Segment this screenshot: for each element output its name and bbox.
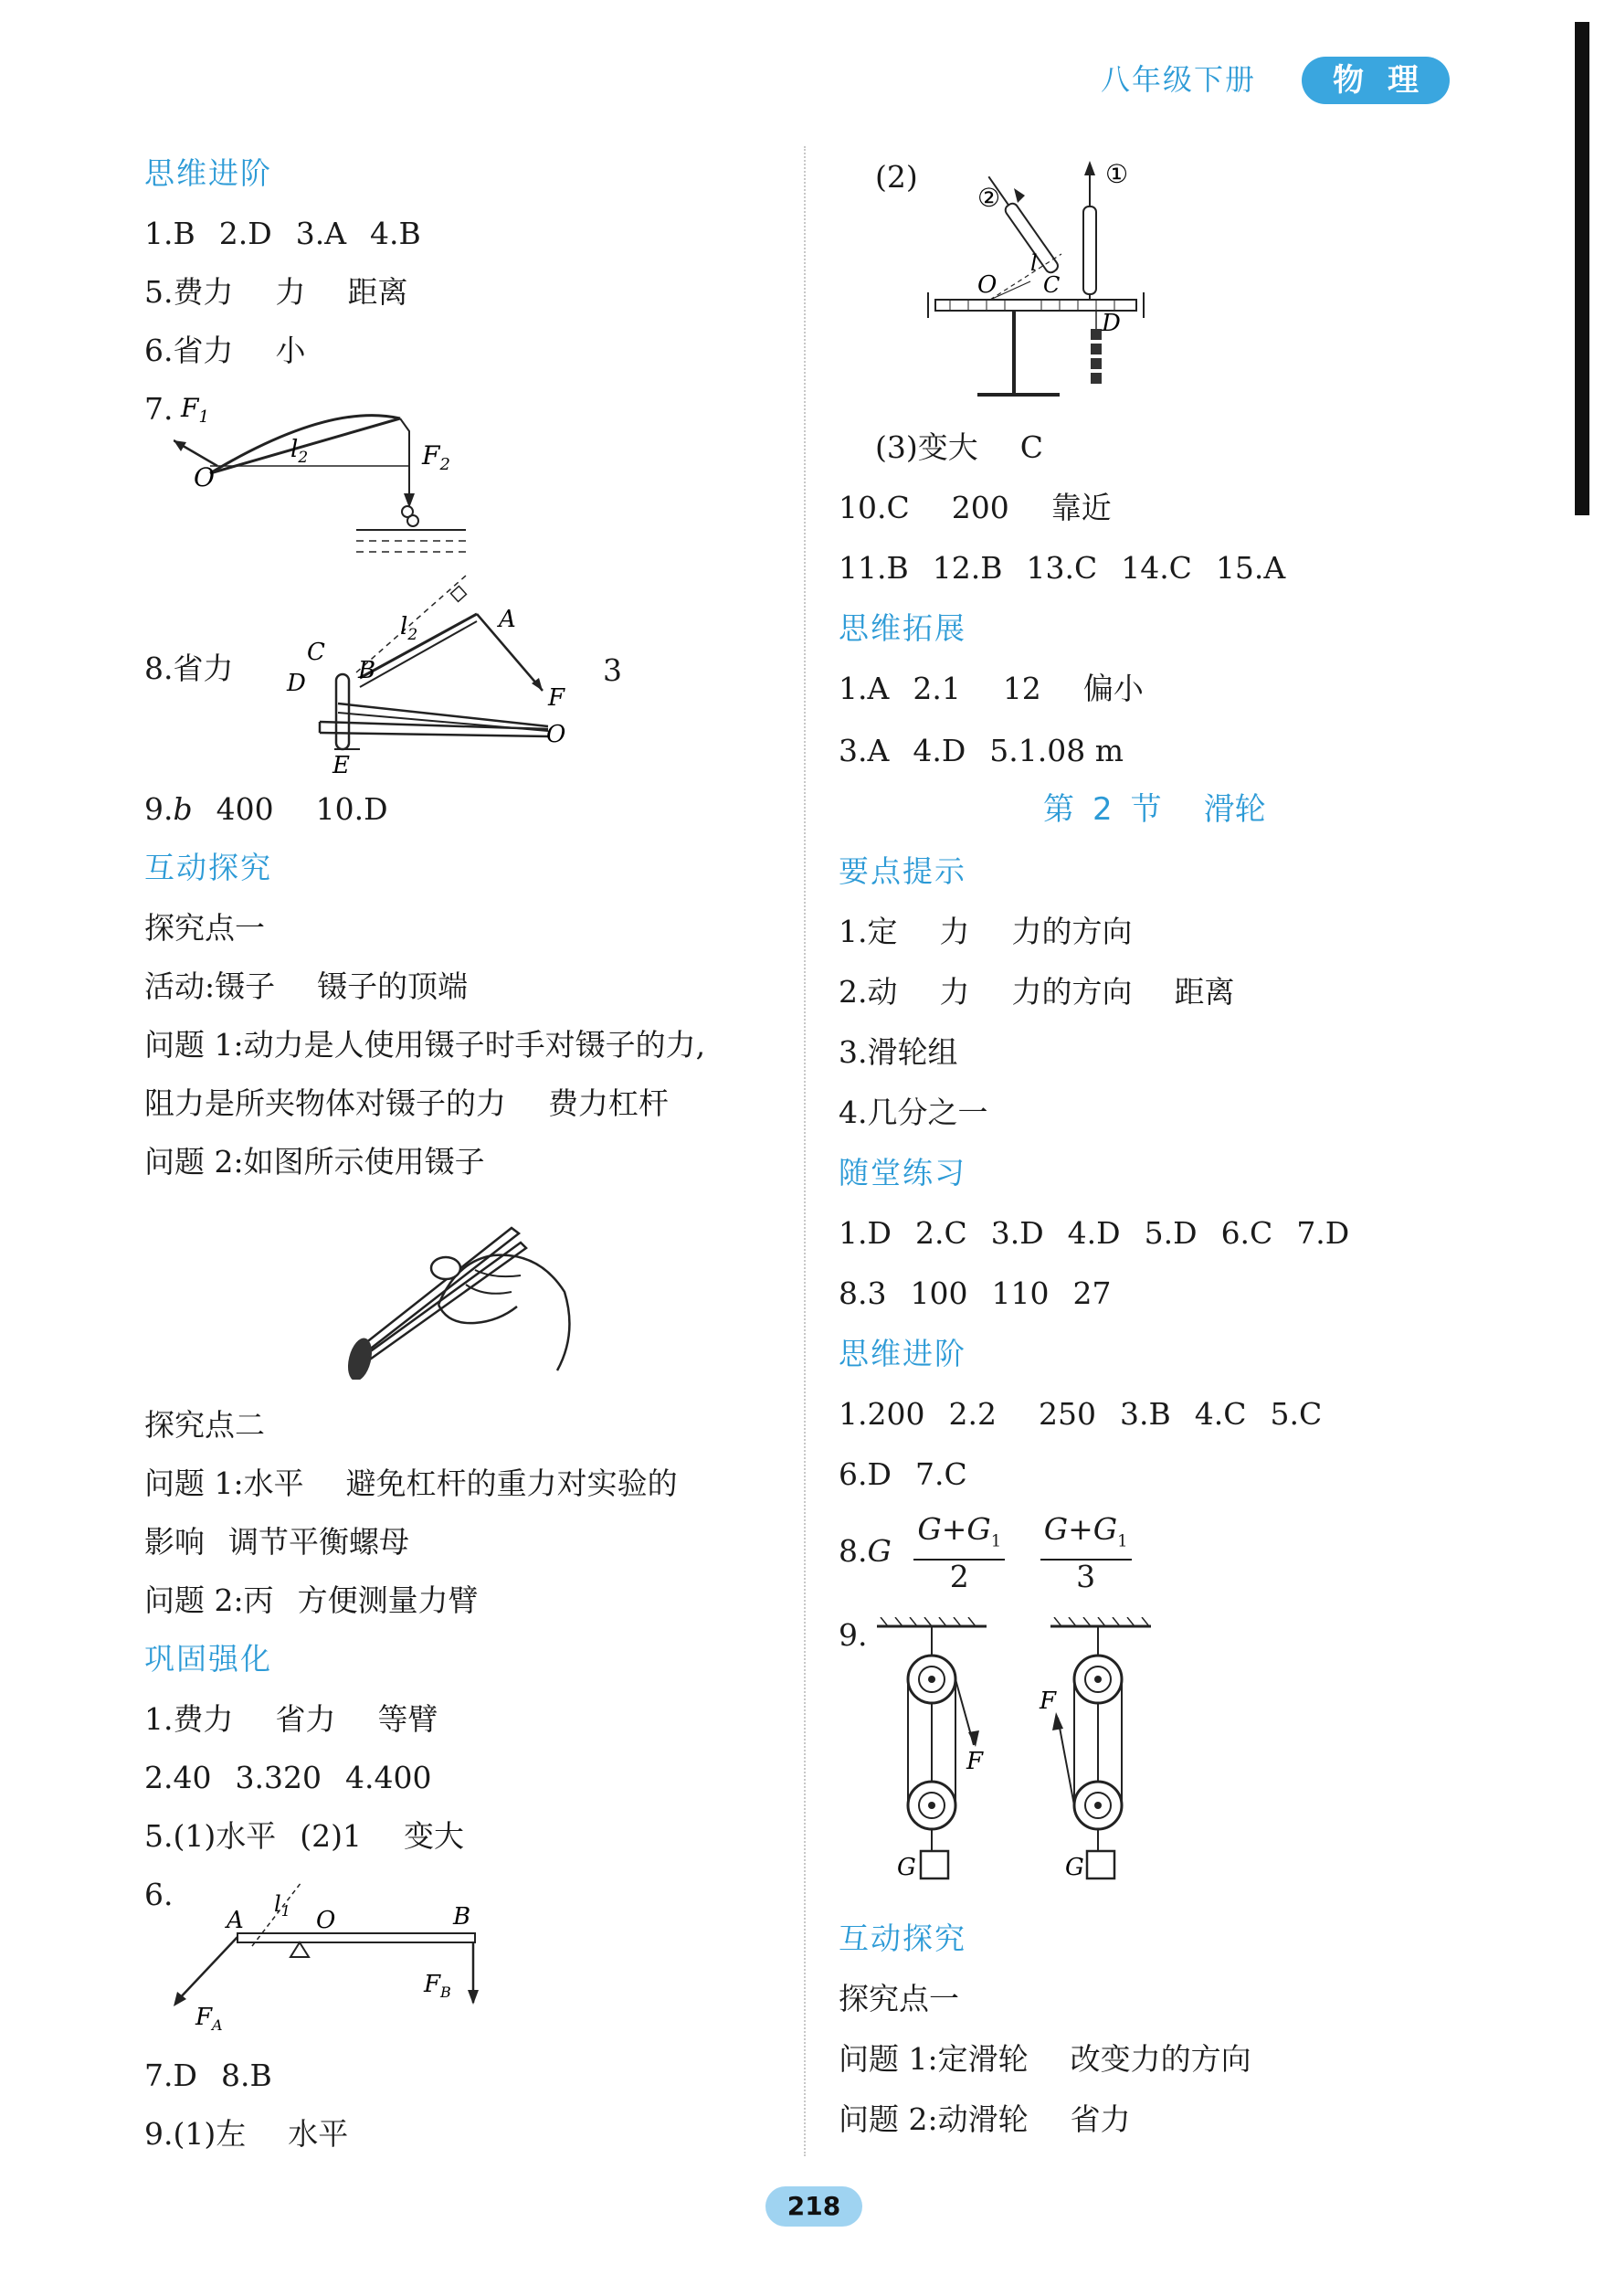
answer: 2.40 [144, 1760, 212, 1795]
answer: 11.B [839, 550, 909, 586]
answer: 5.费力 [144, 274, 234, 310]
answer: 水平 [288, 2116, 349, 2152]
label-C: C [307, 639, 325, 666]
answer: 6.C [1220, 1215, 1273, 1251]
answer: 5.C [1270, 1396, 1323, 1432]
answer-line [839, 1215, 1349, 1252]
answer: 3.D [990, 1215, 1044, 1251]
answer: 等臂 [377, 1701, 438, 1737]
section-title: 思维拓展 [839, 610, 966, 646]
answer: 偏小 [1082, 671, 1144, 706]
svg-text:l2 [400, 613, 417, 644]
answer: G [867, 1532, 892, 1569]
section-title: 思维进阶 [839, 1336, 966, 1371]
text-line: 问题 1:动力是人使用镊子时手对镊子的力, [144, 1027, 706, 1063]
answer: 9. [144, 791, 174, 827]
fraction-1 [913, 1513, 1005, 1593]
answer-line [144, 333, 306, 369]
answer: 1.定 [839, 914, 898, 949]
answer: 8.3 [839, 1275, 887, 1311]
label-sub: 2 [439, 455, 450, 474]
subscript: 1 [990, 1531, 1002, 1551]
answer-line [144, 791, 388, 828]
label-A: A [499, 606, 516, 633]
answer: 6.省力 [144, 333, 234, 368]
answer: b [173, 791, 193, 827]
answer: 4.D [1067, 1215, 1121, 1251]
label-B: B [453, 1903, 471, 1931]
text-line [839, 2041, 1251, 2078]
answer-line [839, 733, 1124, 769]
fraction-2 [1040, 1513, 1132, 1593]
fishing-rod-diagram [174, 384, 484, 566]
label-C: C [1043, 272, 1061, 298]
heading-part: 2 [1092, 791, 1113, 828]
answer: 8.省力 [144, 651, 234, 686]
answer: 问题 2:丙 [144, 1582, 274, 1618]
label-circle-1: ① [1105, 159, 1129, 189]
answer-line [144, 216, 421, 252]
answer: 问题 2:动滑轮 [839, 2101, 1029, 2137]
answer: 距离 [1174, 974, 1235, 1010]
answer: 1.D [839, 1215, 892, 1251]
answer: 1.B [144, 216, 195, 251]
lever-clipper-diagram [283, 566, 594, 777]
label-F: F [1040, 1688, 1057, 1715]
answer: 镊子的顶端 [317, 968, 469, 1004]
answer: C [1019, 429, 1043, 465]
label-B: B [358, 657, 376, 684]
answer: 27 [1072, 1275, 1112, 1311]
answer: 5.(1)水平 [144, 1818, 277, 1854]
answer: 110 [991, 1275, 1050, 1311]
lever-pivot-diagram [164, 1873, 493, 2037]
text-line: 探究点一 [839, 1981, 959, 2016]
label-sub: B [440, 1984, 451, 2001]
label-FB: F [424, 1971, 441, 1998]
page-edge-bar [1575, 22, 1589, 515]
label-G: G [1065, 1854, 1084, 1881]
answer: 4.C [1194, 1396, 1247, 1432]
answer: 9.(1)左 [144, 2116, 247, 2152]
answer-line [839, 1275, 1111, 1312]
answer: 10.C [839, 490, 910, 525]
header-grade: 八年级下册 [1101, 62, 1257, 97]
text-line [144, 1582, 479, 1619]
label-l1: l [274, 1891, 281, 1917]
answer: 距离 [347, 274, 408, 310]
answer: 力 [939, 974, 970, 1010]
text-line: 问题 2:如图所示使用镊子 [144, 1144, 485, 1180]
answer-line [839, 1456, 967, 1493]
label-l: l [1030, 250, 1038, 276]
answer: 力的方向 [1011, 914, 1133, 949]
answer: 变大 [403, 1818, 464, 1854]
label-sub: A [212, 2016, 223, 2034]
answer: 3.B [1119, 1396, 1171, 1432]
answer: 省力 [1070, 2101, 1131, 2137]
column-divider [804, 146, 806, 2156]
svg-text:FB [423, 1971, 451, 2001]
question-number: 9. [839, 1617, 868, 1653]
svg-text:l1 [274, 1891, 290, 1920]
answer-line [839, 914, 1133, 950]
answer-line: 3.滑轮组 [839, 1034, 958, 1070]
answer-line [144, 2116, 348, 2153]
section-heading [1043, 791, 1266, 828]
label-FA: F [195, 2004, 213, 2031]
denominator: 3 [1076, 1558, 1096, 1594]
answer: 方便测量力臂 [297, 1582, 479, 1618]
answer: 100 [910, 1275, 968, 1311]
label-D: D [287, 670, 306, 697]
answer-line: 4.几分之一 [839, 1095, 988, 1130]
lever-spring-scale-diagram [923, 155, 1151, 411]
text-line: 探究点一 [144, 910, 265, 946]
answer-line [839, 550, 1285, 587]
answer: 5.D [1144, 1215, 1198, 1251]
label-F: F [548, 684, 565, 712]
answer: 费力杠杆 [548, 1085, 669, 1121]
answer: 1.A [839, 671, 890, 706]
answer: 6.D [839, 1456, 892, 1492]
answer: 10.D [315, 791, 388, 827]
answer: 250 [1038, 1396, 1096, 1432]
answer-line [839, 671, 1144, 707]
answer: 12 [1002, 671, 1041, 706]
heading-part: 第 [1043, 791, 1074, 828]
answer: 2.C [914, 1215, 967, 1251]
answer: 省力 [275, 1701, 336, 1737]
label-l2: l [400, 613, 408, 640]
question-number: 7. [144, 391, 174, 427]
label-O: O [546, 721, 566, 748]
label-O: O [977, 271, 998, 299]
heading-part: 节 [1130, 791, 1162, 828]
subject-badge: 物理 [1302, 57, 1450, 104]
answer-line [144, 1701, 438, 1738]
label-circle-2: ② [977, 183, 1001, 213]
answer: 阻力是所夹物体对镊子的力 [144, 1085, 506, 1121]
answer: 15.A [1215, 550, 1286, 586]
answer: 4.D [913, 733, 966, 768]
text-line [144, 1085, 669, 1122]
answer: 2.动 [839, 974, 898, 1010]
section-title: 随堂练习 [839, 1155, 966, 1190]
answer: 1.费力 [144, 1701, 234, 1737]
answer-line [144, 274, 408, 311]
label-O: O [194, 462, 215, 492]
answer: 2.D [218, 216, 272, 251]
numerator: G+G [1043, 1511, 1118, 1547]
answer: 13.C [1026, 550, 1098, 586]
question-number: (2) [875, 159, 918, 195]
answer: 7.D [1296, 1215, 1350, 1251]
text-line [144, 1524, 409, 1561]
answer: (3)变大 [875, 429, 978, 465]
section-title: 巩固强化 [144, 1641, 272, 1677]
answer: 3 [603, 652, 622, 688]
heading-part: 滑轮 [1203, 791, 1266, 828]
text-line [144, 1465, 678, 1502]
svg-text:F1 [180, 393, 209, 427]
text-line [144, 968, 468, 1005]
answer: 8. [839, 1532, 868, 1569]
answer: 4.B [370, 216, 421, 251]
answer-line [839, 974, 1235, 1010]
label-D: D [1102, 310, 1121, 337]
answer-line [144, 1760, 431, 1796]
label-F2: F [422, 440, 440, 471]
answer: 1.200 [839, 1396, 925, 1432]
answer: 14.C [1121, 550, 1192, 586]
label-E: E [332, 752, 350, 777]
label-sub: 1 [198, 407, 209, 427]
answer: 2.1 [913, 671, 961, 706]
page-number: 218 [765, 2186, 862, 2227]
label-G: G [897, 1854, 916, 1881]
answer: 5.1.08 m [989, 733, 1124, 768]
answer: 3.A [295, 216, 347, 251]
svg-text:l2 [290, 436, 308, 467]
answer-line [144, 2058, 272, 2094]
answer: 200 [951, 490, 1009, 525]
subscript: 1 [1117, 1531, 1128, 1551]
numerator: G+G [917, 1511, 991, 1547]
denominator: 2 [949, 1558, 969, 1594]
label-F1: F [181, 393, 199, 423]
section-title: 互动探究 [839, 1920, 966, 1956]
answer: 3.320 [235, 1760, 322, 1795]
answer: 活动:镊子 [144, 968, 276, 1004]
answer: 问题 1:定滑轮 [839, 2041, 1029, 2077]
answer: 问题 1:水平 [144, 1465, 304, 1501]
section-title: 互动探究 [144, 850, 272, 885]
label-sub: 2 [298, 449, 309, 467]
answer: 2.2 [948, 1396, 997, 1432]
answer: 改变力的方向 [1070, 2041, 1251, 2077]
answer: 8.B [220, 2058, 272, 2093]
answer: 400 [216, 791, 274, 827]
label-l2: l [290, 436, 299, 463]
answer: 调节平衡螺母 [228, 1524, 409, 1560]
svg-text:FA [195, 2004, 223, 2034]
question-number: 6. [144, 1877, 174, 1912]
svg-text:F2 [421, 440, 450, 474]
pulley-system-diagram [859, 1617, 1178, 1910]
answer: (2)1 [300, 1818, 362, 1854]
answer: 力的方向 [1011, 974, 1133, 1010]
label-F: F [966, 1748, 984, 1775]
section-title: 思维进阶 [144, 155, 272, 191]
answer: 4.400 [344, 1760, 432, 1795]
label-sub: 1 [280, 1902, 290, 1920]
tweezers-illustration [338, 1197, 585, 1380]
answer-line [839, 1396, 1322, 1433]
answer: 小 [275, 333, 306, 368]
label-O: O [316, 1907, 336, 1934]
answer: 靠近 [1050, 490, 1112, 525]
label-A: A [227, 1907, 244, 1934]
answer: 力 [275, 274, 306, 310]
label-sub: 2 [407, 626, 418, 644]
answer-line [839, 490, 1112, 526]
answer-line [875, 429, 1043, 466]
answer: 影响 [144, 1524, 205, 1560]
answer: 3.A [839, 733, 890, 768]
text-line: 探究点二 [144, 1407, 265, 1443]
answer-fractions [839, 1513, 1145, 1593]
section-title: 要点提示 [839, 853, 966, 889]
answer: 7.D [144, 2058, 197, 2093]
answer: 12.B [932, 550, 1003, 586]
answer: 避免杠杆的重力对实验的 [345, 1465, 678, 1501]
answer-line [144, 1818, 464, 1855]
answer: 力 [939, 914, 970, 949]
text-line [839, 2101, 1131, 2138]
answer: 7.C [914, 1456, 967, 1492]
